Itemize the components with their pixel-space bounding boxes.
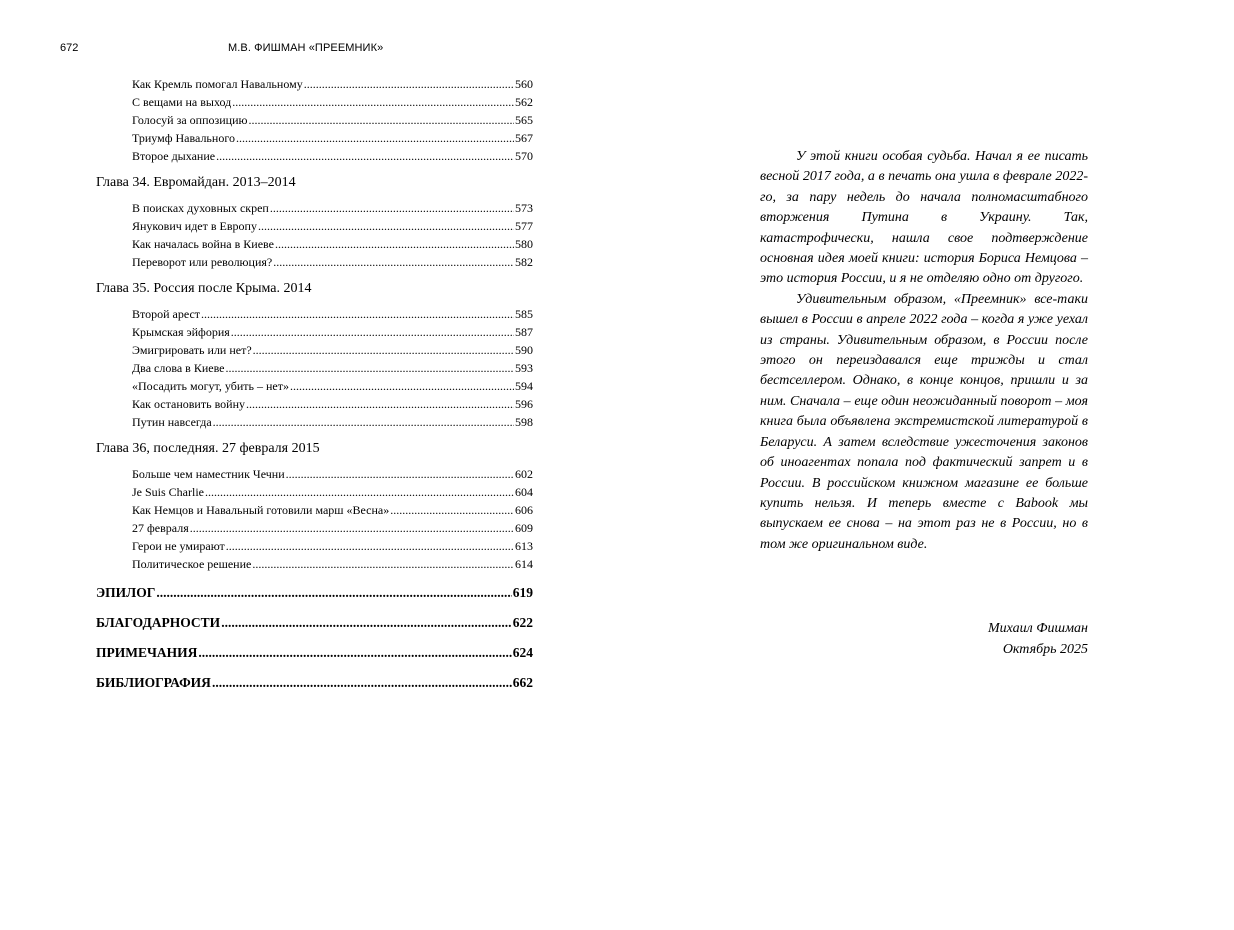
- afterword-paragraph-2: Удивительным образом, «Преемник» все-таки вышел в России в апреле 2022 года – когда я уже уехал из страны. Удивительным образом, в России после этого он переиздавался еще трижды и стал бестселлером. Однако, в конце концов, пришли и за ним. Сначала – еще один неожиданный поворот – моя книга была объявлена экстремистской литературой в Беларуси. А затем вследствие ужесточения законов об иноагентах попала под фактический запрет и в России. В российском книжном магазине ее больше купить нельзя. И теперь вместе с Babook мы выпускаем ее снова – на этот раз не в России, но в том же оригинальном виде.: [760, 291, 1088, 552]
- toc-entry[interactable]: Как началась война в Киеве ..... 580: [132, 235, 533, 253]
- page-number: 672: [60, 42, 79, 54]
- toc-entry[interactable]: Триумф Навального ..... 567: [132, 129, 533, 147]
- toc-group-1: [96, 199, 533, 271]
- signature-name: Михаил Фишман: [987, 621, 1088, 636]
- toc-entry[interactable]: 27 февраля ..... 609: [132, 519, 533, 537]
- toc-group-0: [96, 75, 533, 165]
- toc-entry[interactable]: Переворот или революция? ..... 582: [132, 253, 533, 271]
- toc-entry[interactable]: Путин навсегда ..... 598: [132, 413, 533, 431]
- toc-entry[interactable]: Как Немцов и Навальный готовили марш «Весна» ..... 606: [132, 501, 533, 519]
- toc-group-2: [96, 305, 533, 431]
- table-of-contents: [96, 75, 533, 692]
- toc-entry[interactable]: Янукович идет в Европу ..... 577: [132, 217, 533, 235]
- toc-main-epilogue[interactable]: ЭПИЛОГ ..... 619: [96, 584, 533, 602]
- toc-entry[interactable]: Эмигрировать или нет? ..... 590: [132, 341, 533, 359]
- toc-entry[interactable]: Политическое решение ..... 614: [132, 555, 533, 573]
- toc-entry[interactable]: Второй арест ..... 585: [132, 305, 533, 323]
- afterword-paragraph-1: У этой книги особая судьба. Начал я ее писать весной 2017 года, а в печать она ушла в феврале 2022-го, за пару недель до начала полномасштабного вторжения Путина в Украину. Так, катастрофически, нашла свое подтверждение основная идея моей книги: история Бориса Немцова – это история России, и я не отделяю одно от другого.: [760, 149, 1088, 287]
- toc-main-acknowledgements[interactable]: БЛАГОДАРНОСТИ ..... 622: [96, 614, 533, 632]
- running-header: [60, 42, 540, 58]
- toc-entry[interactable]: В поисках духовных скреп ..... 573: [132, 199, 533, 217]
- signature-date: Октябрь 2025: [1002, 642, 1088, 657]
- afterword-text: [760, 147, 1088, 555]
- toc-entry[interactable]: Как остановить войну ..... 596: [132, 395, 533, 413]
- chapter-heading-36[interactable]: Глава 36, последняя. 27 февраля 2015: [96, 441, 320, 456]
- toc-main-bibliography[interactable]: БИБЛИОГРАФИЯ ..... 662: [96, 674, 533, 692]
- signature: [760, 618, 1088, 660]
- toc-entry[interactable]: С вещами на выход ..... 562: [132, 93, 533, 111]
- toc-group-3: [96, 465, 533, 573]
- toc-entry[interactable]: Je Suis Charlie ..... 604: [132, 483, 533, 501]
- chapter-heading-35[interactable]: Глава 35. Россия после Крыма. 2014: [96, 281, 312, 296]
- toc-entry[interactable]: Герои не умирают ..... 613: [132, 537, 533, 555]
- toc-entry[interactable]: Крымская эйфория ..... 587: [132, 323, 533, 341]
- running-title: М.В. ФИШМАН «ПРЕЕМНИК»: [228, 42, 384, 54]
- toc-entry[interactable]: Два слова в Киеве ..... 593: [132, 359, 533, 377]
- toc-entry[interactable]: Как Кремль помогал Навальному ..... 560: [132, 75, 533, 93]
- toc-main-notes[interactable]: ПРИМЕЧАНИЯ ..... 624: [96, 644, 533, 662]
- toc-entry[interactable]: «Посадить могут, убить – нет» ..... 594: [132, 377, 533, 395]
- right-page: [617, 0, 1234, 930]
- chapter-heading-34[interactable]: Глава 34. Евромайдан. 2013–2014: [96, 175, 296, 190]
- toc-entry[interactable]: Больше чем наместник Чечни ..... 602: [132, 465, 533, 483]
- toc-entry[interactable]: Голосуй за оппозицию ..... 565: [132, 111, 533, 129]
- toc-entry[interactable]: Второе дыхание ..... 570: [132, 147, 533, 165]
